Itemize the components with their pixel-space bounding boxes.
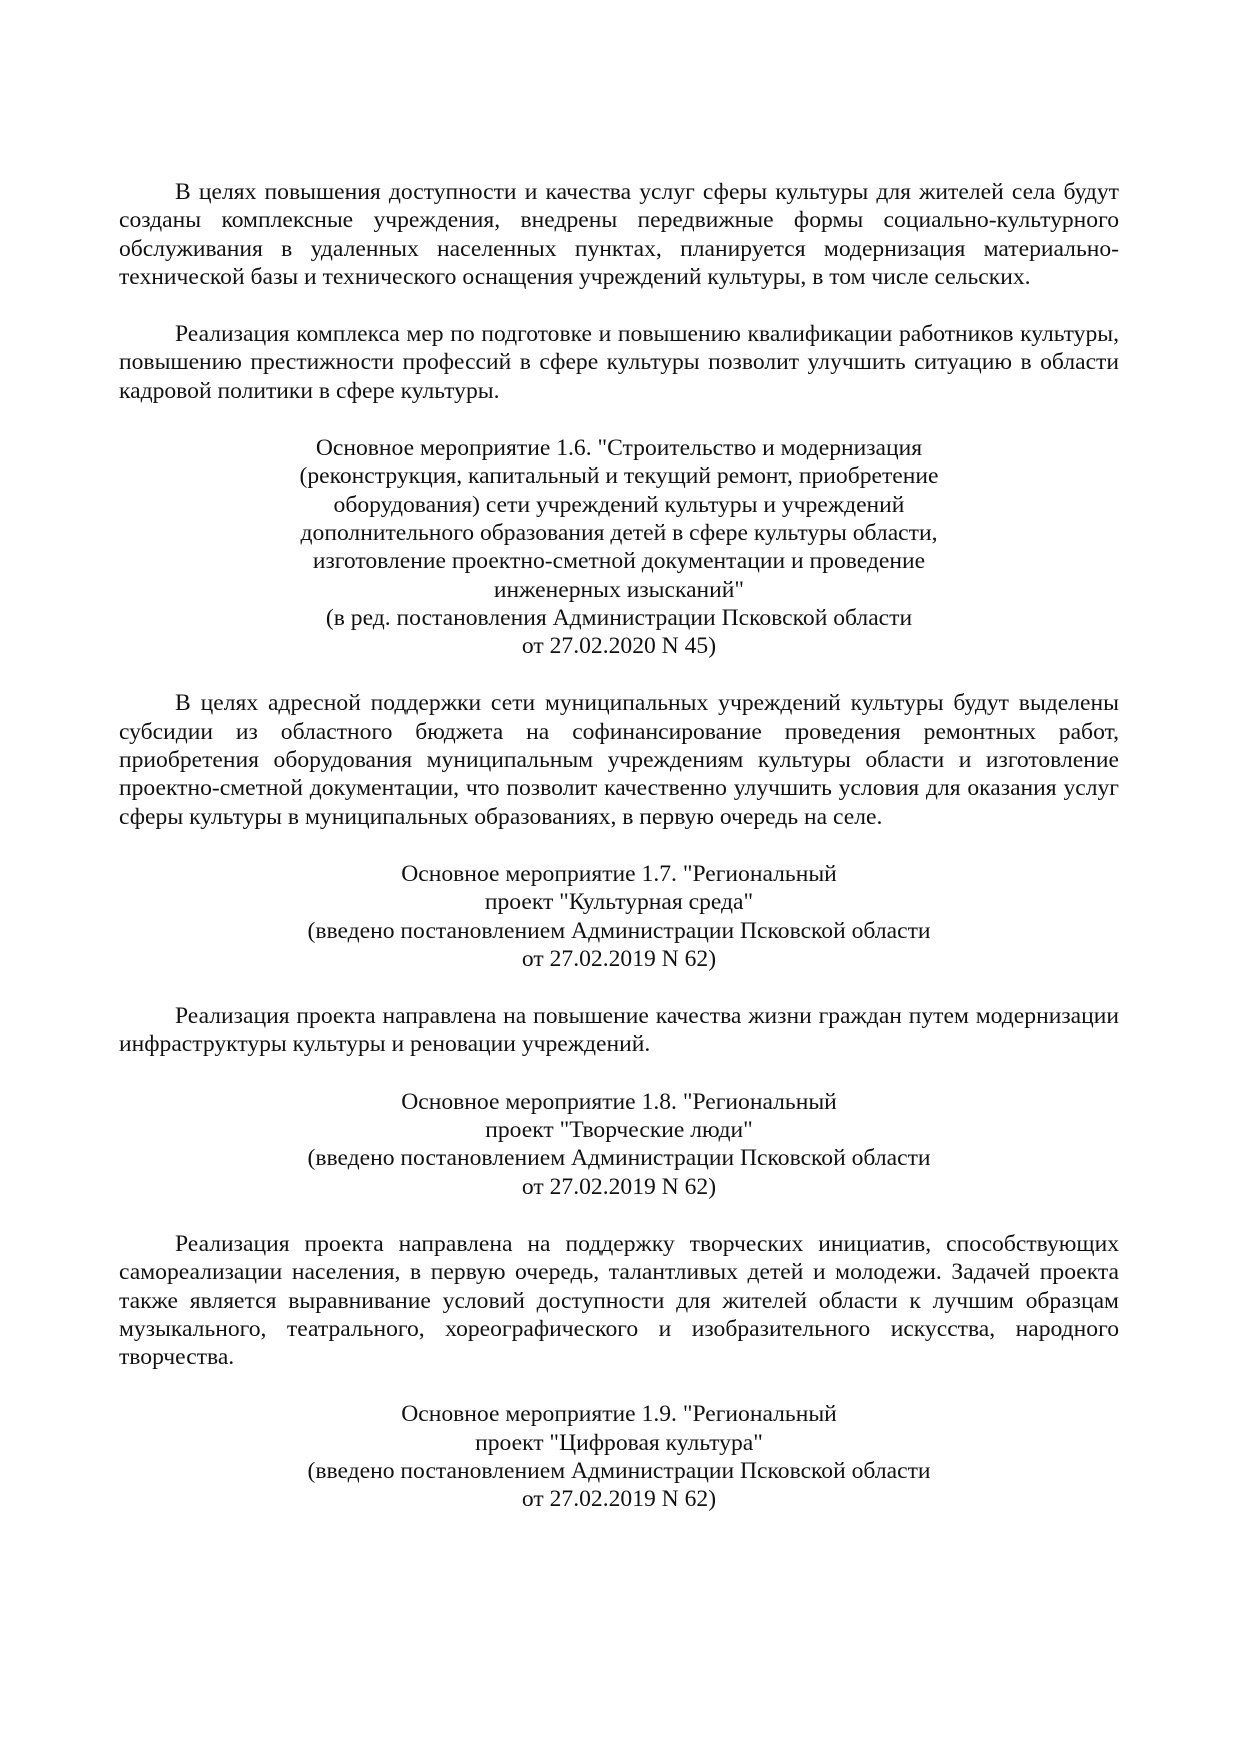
heading-amendment-date: от 27.02.2019 N 62): [521, 1486, 717, 1513]
heading-line: оборудования) сети учреждений культуры и учреждений: [333, 491, 905, 518]
paragraph-staff-training: Реализация комплекса мер по подготовке и повышению квалификации работников культуры, повышению престижности профессий в сфере культуры позволит улучшить ситуацию в области кадровой политики в сфере культуры.: [119, 321, 1119, 404]
heading-line: инженерных изысканий": [493, 576, 745, 603]
heading-amendment-date: от 27.02.2020 N 45): [521, 633, 717, 660]
heading-line: Основное мероприятие 1.8. "Региональный: [401, 1088, 837, 1115]
heading-amendment-note: (введено постановлением Администрации Псковской области: [307, 1145, 931, 1172]
heading-line: изготовление проектно-сметной документации и проведение: [312, 548, 926, 575]
heading-line: Основное мероприятие 1.7. "Региональный: [401, 860, 837, 887]
paragraph-rural-access: В целях повышения доступности и качества услуг сферы культуры для жителей села будут созданы комплексные учреждения, внедрены передвижные формы социально-культурного обслуживания в удаленных населенных пунктах, планируется модернизация материально-технической базы и технического оснащения учреждений культуры, в том числе сельских.: [119, 179, 1119, 290]
heading-measure-1-6: [119, 434, 1119, 660]
heading-amendment-date: от 27.02.2019 N 62): [521, 945, 717, 972]
paragraph-cultural-environment: Реализация проекта направлена на повышение качества жизни граждан путем модернизации инфраструктуры культуры и реновации учреждений.: [119, 1003, 1119, 1058]
heading-line: дополнительного образования детей в сфере культуры области,: [300, 519, 938, 546]
heading-measure-1-7: [119, 860, 1119, 973]
heading-line: (реконструкция, капитальный и текущий ремонт, приобретение: [299, 463, 939, 490]
heading-amendment-note: (введено постановлением Администрации Псковской области: [307, 1457, 931, 1484]
heading-amendment-date: от 27.02.2019 N 62): [521, 1173, 717, 1200]
heading-line: проект "Творческие люди": [485, 1117, 753, 1144]
paragraph-creative-people: Реализация проекта направлена на поддержку творческих инициатив, способствующих самореализации населения, в первую очередь, талантливых детей и молодежи. Задачей проекта также является выравнивание условий доступности для жителей области к лучшим образцам музыкального, театрального, хореографического и изобразительного искусства, народного творчества.: [119, 1230, 1119, 1371]
heading-line: проект "Цифровая культура": [475, 1429, 763, 1456]
heading-line: проект "Культурная среда": [484, 889, 754, 916]
paragraph-municipal-subsidies: В целях адресной поддержки сети муниципальных учреждений культуры будут выделены субсидии из областного бюджета на софинансирование проведения ремонтных работ, приобретения оборудования муниципальным учреждениям культуры области и изготовление проектно-сметной документации, что позволит качественно улучшить условия для оказания услуг сферы культуры в муниципальных образованиях, в первую очередь на селе.: [119, 690, 1119, 830]
heading-line: Основное мероприятие 1.9. "Региональный: [401, 1401, 837, 1428]
heading-amendment-note: (в ред. постановления Администрации Псковской области: [325, 604, 913, 631]
heading-measure-1-9: [119, 1400, 1119, 1513]
document-page: [119, 178, 1119, 1514]
heading-measure-1-8: [119, 1088, 1119, 1201]
heading-amendment-note: (введено постановлением Администрации Псковской области: [307, 917, 931, 944]
heading-line: Основное мероприятие 1.6. "Строительство и модернизация: [315, 435, 923, 462]
